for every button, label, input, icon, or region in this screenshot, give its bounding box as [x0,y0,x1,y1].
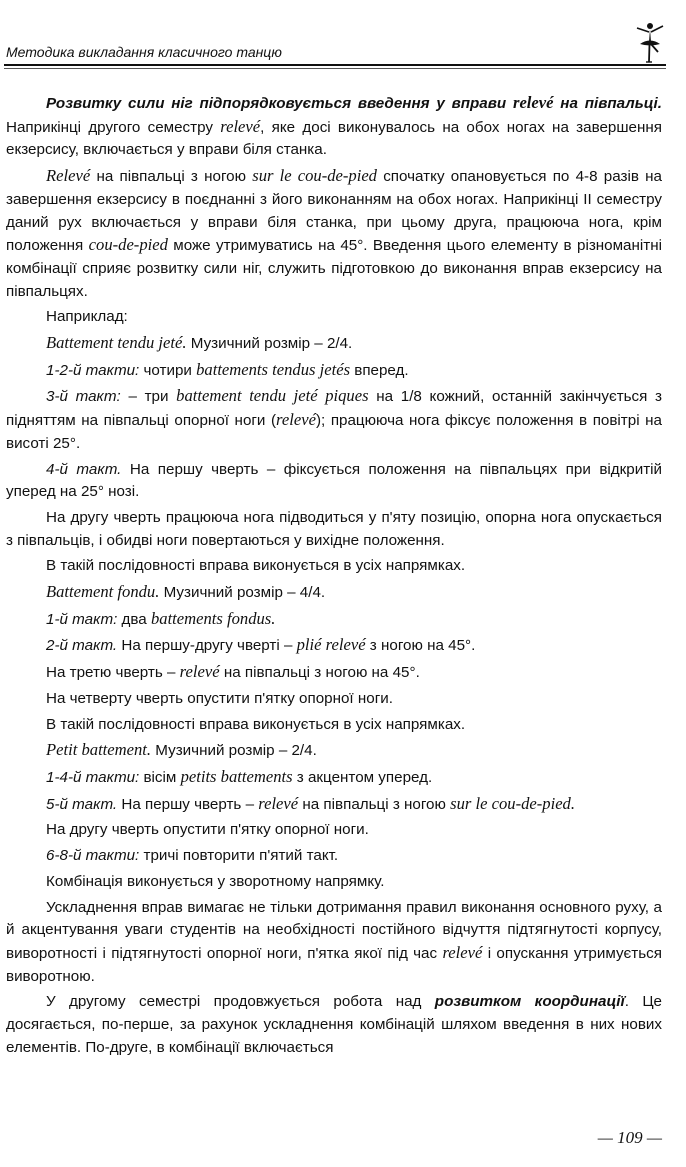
paragraph: 1-4-й такти: вісім petits battements з акцентом уперед. [46,766,433,786]
paragraph: Petit battement. Музичний розмір – 2/4. [46,740,317,760]
paragraph: Battement fondu. Музичний розмір – 4/4. [46,582,326,602]
paragraph: На четверту чверть опустити п'ятку опорної ноги. [46,689,393,707]
paragraph: В такій послідовності вправа виконується в усіх напрямках. [46,557,466,575]
paragraph: На другу чверть працююча нога підводиться у п'яту позицію, опорна нога опускається з півпальців, і обидві ноги повертаються у вихідне положення. [6,508,662,549]
header-rule [4,64,666,66]
paragraph: На другу чверть опустити п'ятку опорної ноги. [46,821,369,839]
paragraph: 4-й такт. На першу чверть – фіксується положення на півпальцях при відкритій уперед на 25° нозі. [6,460,663,501]
paragraph: Battement tendu jeté. Музичний розмір – 2/4. [46,333,353,353]
paragraph: У другому семестрі продовжується робота над розвитком координації. Це досягається, по-перше, за рахунок ускладнення комбінацій шляхом введення в них нових елементів. По-друге, в комбінації включається [6,993,662,1056]
paragraph: Ускладнення вправ вимагає не тільки дотримання правил виконання основного руху, а й акцентування уваги студентів на необхідності постійного відчуття підтягнутості корпусу, виворотності і підтягнутості опорної ноги, п'ятка якої під час relevé і опускання утримується виворотною. [6,898,662,985]
paragraph: В такій послідовності вправа виконується в усіх напрямках. [46,715,466,733]
paragraph: 1-2-й такти: чотири battements tendus jetés вперед. [46,359,409,379]
paragraph: 3-й такт: – три battement tendu jeté piques на 1/8 кожний, останній закінчується з підняттям на півпальці опорної ноги (relevé); працююча нога фіксує положення в повітрі на висоті 25°. [6,386,663,452]
paragraph: 5-й такт. На першу чверть – relevé на півпальці з ногою sur le cou-de-pied. [46,793,575,813]
paragraph: 1-й такт: два battements fondus. [46,608,276,628]
running-header-title: Методика викладання класичного танцю [6,44,282,60]
paragraph: 2-й такт. На першу-другу чверті – plié relevé з ногою на 45°. [46,635,476,655]
page-number: — 109 — [597,1128,662,1147]
paragraph: На третю чверть – relevé на півпальці з ногою на 45°. [46,662,420,682]
paragraph: Relevé на півпальці з ногою sur le cou-de-pied спочатку опановується по 4-8 разів на завершення екзерсису в поєднанні з його виконанням на обох ногах. Наприкінці II семестру даний рух включається у вправи біля станка, при цьому друга, працююча нога, крім положення cou-de-pied може утримуватись на 45°. Введення цього елементу в різноманітні комбінації сприяє розвитку сили ніг, служить підготовкою до виконання вправ екзерсису на півпальцях. [6,166,662,300]
paragraph: Розвитку сили ніг підпорядковується введення у вправи relevé на півпальці. Наприкінці другого семестру relevé, яке досі виконувалось на обох ногах на завершення екзерсису, включається у вправи біля станка. [6,93,662,159]
paragraph: Наприклад: [46,308,128,326]
body-text [6,92,662,1062]
header-rule-thin [4,68,666,69]
ballerina-icon [634,22,666,66]
paragraph: 6-8-й такти: тричі повторити п'ятий такт. [46,847,339,865]
paragraph: Комбінація виконується у зворотному напрямку. [46,872,385,890]
